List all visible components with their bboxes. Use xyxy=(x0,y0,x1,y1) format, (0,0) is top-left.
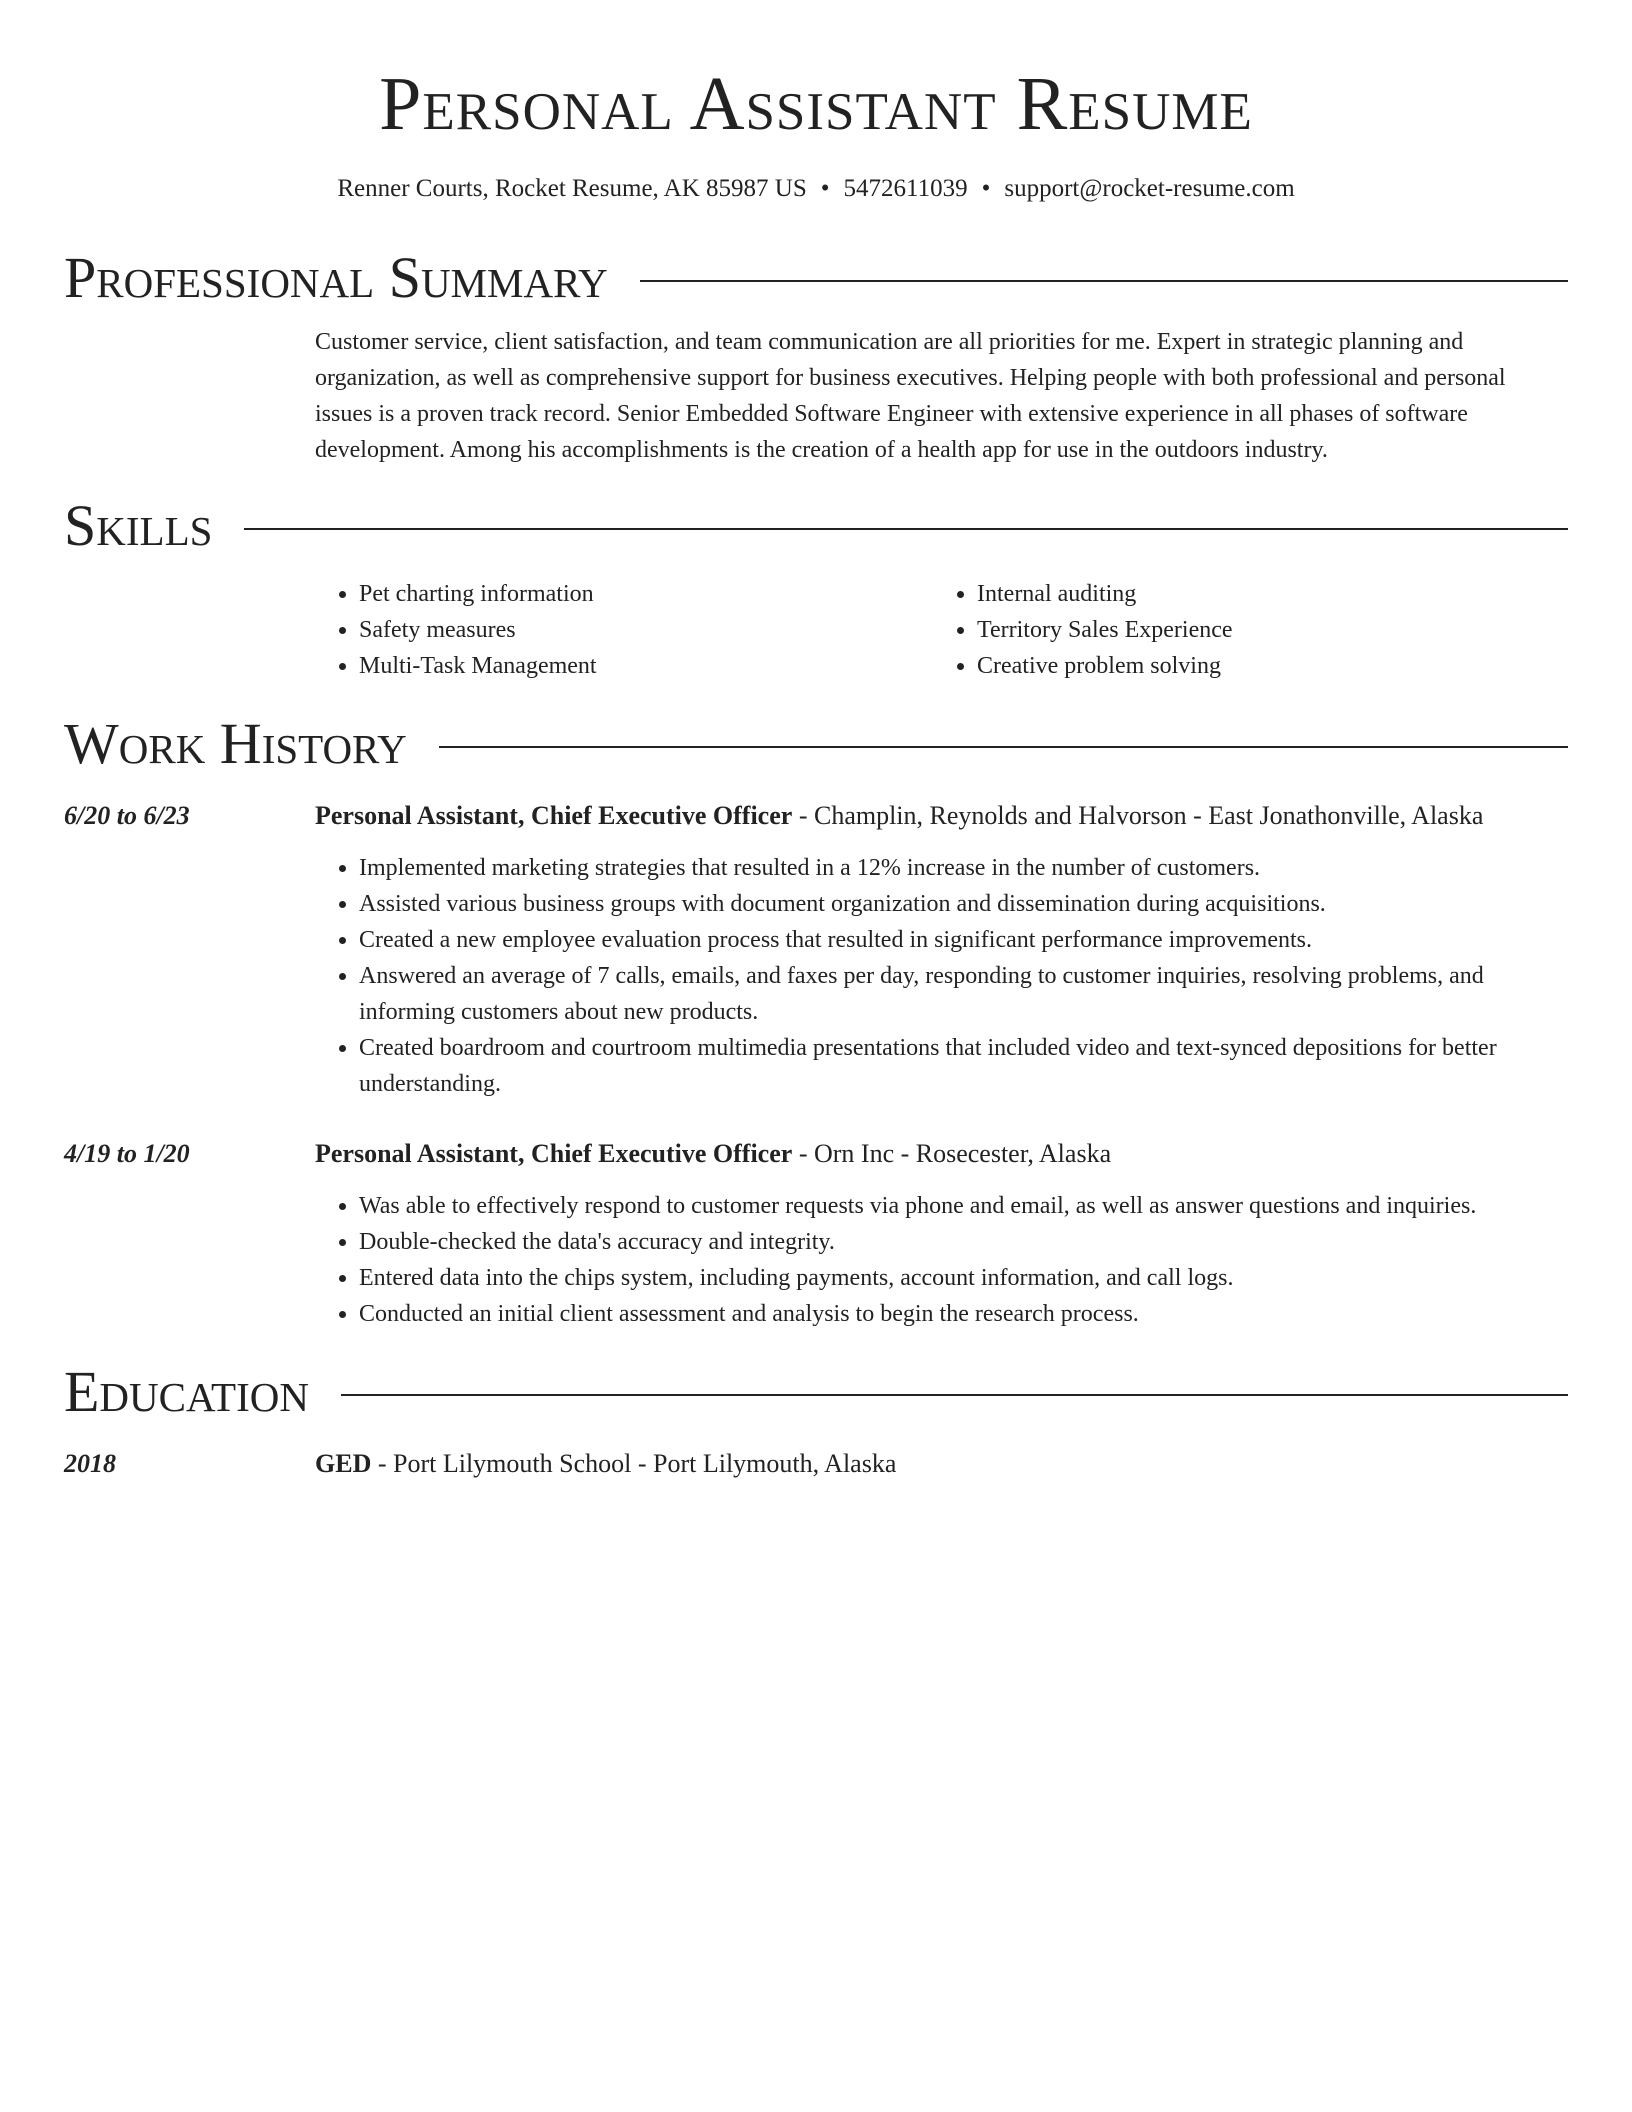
job-bullet: • Created a new employee evaluation process that resulted in significant performance improvements. xyxy=(359,922,1568,958)
job-employer-location: - Champlin, Reynolds and Halvorson - East Jonathonville, Alaska xyxy=(792,801,1484,830)
contact-email: support@rocket-resume.com xyxy=(1004,175,1295,202)
job-bullet: • Conducted an initial client assessment and analysis to begin the research process. xyxy=(359,1296,1568,1332)
job-role: Personal Assistant, Chief Executive Officer xyxy=(315,1139,793,1168)
skills-section-header xyxy=(64,494,1568,558)
contact-separator: • xyxy=(820,175,830,202)
education-year: 2018 xyxy=(64,1449,116,1478)
job-entry xyxy=(64,1136,1568,1332)
education-entry xyxy=(64,1446,1568,1482)
section-divider xyxy=(341,1394,1568,1396)
contact-phone: 5472611039 xyxy=(843,175,968,202)
summary-row xyxy=(64,324,1568,468)
education-line xyxy=(315,1446,1568,1482)
job-dates: 4/19 to 1/20 xyxy=(64,1139,190,1168)
skill-item: • Internal auditing xyxy=(977,576,1551,612)
skills-list-left xyxy=(315,576,933,684)
education-school-location: - Port Lilymouth School - Port Lilymouth, Alaska xyxy=(371,1449,897,1478)
job-role: Personal Assistant, Chief Executive Officer xyxy=(315,801,793,830)
job-entry xyxy=(64,798,1568,1102)
section-divider xyxy=(640,280,1568,282)
job-title-line xyxy=(315,1136,1568,1172)
skill-item: • Territory Sales Experience xyxy=(977,612,1551,648)
contact-address: Renner Courts, Rocket Resume, AK 85987 US xyxy=(337,175,807,202)
work-section-header xyxy=(64,712,1568,776)
summary-section-title: Professional Summary xyxy=(64,245,608,310)
section-divider xyxy=(244,528,1568,530)
education-section-header xyxy=(64,1360,1568,1424)
job-bullet: • Assisted various business groups with document organization and dissemination during acquisitions. xyxy=(359,886,1568,922)
skill-item: • Safety measures xyxy=(359,612,933,648)
job-dates: 6/20 to 6/23 xyxy=(64,801,190,830)
section-divider xyxy=(439,746,1568,748)
resume-name: Personal Assistant Resume xyxy=(379,62,1253,146)
summary-text: Customer service, client satisfaction, and team communication are all priorities for me. Expert in strategic planning and organization, as well as comprehensive support for business executives. Helping people with both professional and personal issues is a proven track record. Senior Embedded Software Engineer with extensive experience in all phases of software development. Among his accomplishments is the creation of a health app for use in the outdoors industry. xyxy=(315,329,1506,463)
summary-body xyxy=(315,324,1568,468)
job-bullet: • Answered an average of 7 calls, emails, and faxes per day, responding to customer inquiries, resolving problems, and informing customers about new products. xyxy=(359,958,1568,1030)
job-title-line xyxy=(315,798,1568,834)
work-section-title: Work History xyxy=(64,711,407,776)
job-bullet: • Entered data into the chips system, including payments, account information, and call logs. xyxy=(359,1260,1568,1296)
job-bullet: • Double-checked the data's accuracy and integrity. xyxy=(359,1224,1568,1260)
job-bullet: • Implemented marketing strategies that resulted in a 12% increase in the number of customers. xyxy=(359,850,1568,886)
job-bullets xyxy=(315,850,1568,1102)
job-bullet: • Was able to effectively respond to customer requests via phone and email, as well as answer questions and inquiries. xyxy=(359,1188,1568,1224)
job-body xyxy=(315,1136,1568,1332)
skill-item: • Creative problem solving xyxy=(977,648,1551,684)
education-body xyxy=(315,1446,1568,1482)
skills-left-spacer xyxy=(64,576,315,684)
skills-row xyxy=(64,576,1568,684)
skills-grid xyxy=(315,576,1568,684)
skill-item: • Pet charting information xyxy=(359,576,933,612)
skills-section-title: Skills xyxy=(64,493,213,558)
job-bullets xyxy=(315,1188,1568,1332)
education-section-title: Education xyxy=(64,1359,309,1424)
summary-section-header xyxy=(64,246,1568,310)
education-degree: GED xyxy=(315,1449,372,1478)
skills-list-right xyxy=(933,576,1551,684)
job-body xyxy=(315,798,1568,1102)
skill-item: • Multi-Task Management xyxy=(359,648,933,684)
job-employer-location: - Orn Inc - Rosecester, Alaska xyxy=(792,1139,1112,1168)
contact-separator: • xyxy=(981,175,991,202)
job-bullet: • Created boardroom and courtroom multimedia presentations that included video and text-synced depositions for better understanding. xyxy=(359,1030,1568,1102)
summary-left-spacer xyxy=(64,324,315,468)
contact-line xyxy=(0,172,1632,206)
